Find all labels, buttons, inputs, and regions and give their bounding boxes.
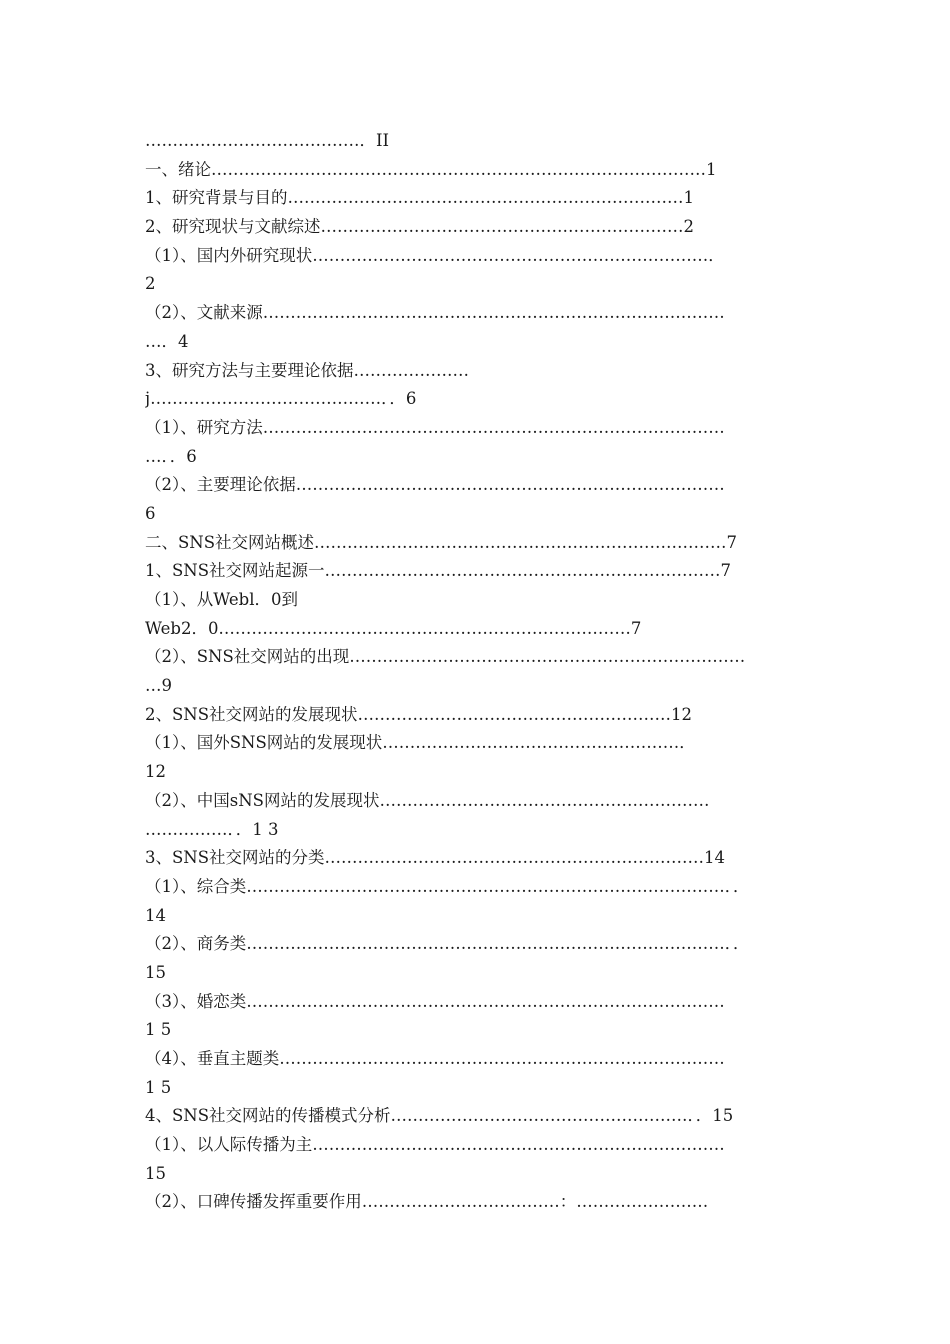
toc-line: 15 [145,1163,166,1183]
toc-line: 2、研究现状与文献综述…………………………………………………………2 [145,217,694,237]
toc-line: （2）、文献来源………………………………………………………………………… [145,303,725,323]
toc-line: （2）、商务类……………………………………………………………………………．． [145,934,750,954]
table-of-contents [145,127,825,1217]
toc-line: 2 [145,274,156,294]
toc-line: （1）、从Webl．0到 [145,590,298,609]
toc-line: 6 [145,503,156,523]
toc-line: 3、SNS社交网站的分类……………………………………………………………14 [145,848,726,868]
toc-line: （3）、婚恋类…………………………………………………………………………… [145,991,725,1011]
toc-line: （1）、国内外研究现状………………………………………………………………． [145,245,725,265]
toc-line: （1）、以人际传播为主………………………………………………………………… [145,1135,725,1155]
toc-line: …．4 [145,331,189,351]
toc-line: 2、SNS社交网站的发展现状…………………………………………………12 [145,704,693,724]
toc-line: （2）、SNS社交网站的出现……………………………………………………………… [145,647,746,667]
toc-line: （4）、垂直主题类……………………………………………………………………… [145,1049,725,1068]
toc-line: （2）、中国sNS网站的发展现状…………………………………………………… [145,790,710,810]
toc-line: …．．6 [145,446,197,466]
toc-line: 二、SNS社交网站概述…………………………………………………………………7 [145,532,738,552]
toc-line: ……………．．1 3 [145,819,279,839]
toc-line: （1）、国外SNS网站的发展现状………………………………………………． [145,733,696,753]
toc-line: （1）、研究方法………………………………………………………………………… [145,417,725,437]
toc-line: 4、SNS社交网站的传播模式分析………………………………………………．．15 [145,1106,734,1126]
toc-line: 1 5 [145,1020,172,1040]
toc-line: …9 [145,676,172,696]
toc-line: 3、研究方法与主要理论依据………………… [145,360,469,380]
toc-line: （2）、口碑传播发挥重要作用………………………………：…………………… [145,1192,709,1212]
toc-line: 1、研究背景与目的………………………………………………………………1 [145,188,694,208]
toc-line: （2）、主要理论依据…………………………………………………………………… [145,475,725,495]
toc-line: 15 [145,962,166,982]
toc-line: j……………………………………．．6 [145,389,417,409]
toc-line: 1 5 [145,1077,172,1097]
toc-line: 14 [145,905,166,925]
toc-line: 12 [145,762,166,782]
toc-line: （1）、综合类……………………………………………………………………………．． [145,876,750,896]
toc-line: 一、绪论………………………………………………………………………………1 [145,159,717,179]
toc-line: …………………………………．II [145,131,390,150]
toc-line: 1、SNS社交网站起源一………………………………………………………………7 [145,561,732,581]
toc-line: Web2．0…………………………………………………………………7 [145,618,642,638]
